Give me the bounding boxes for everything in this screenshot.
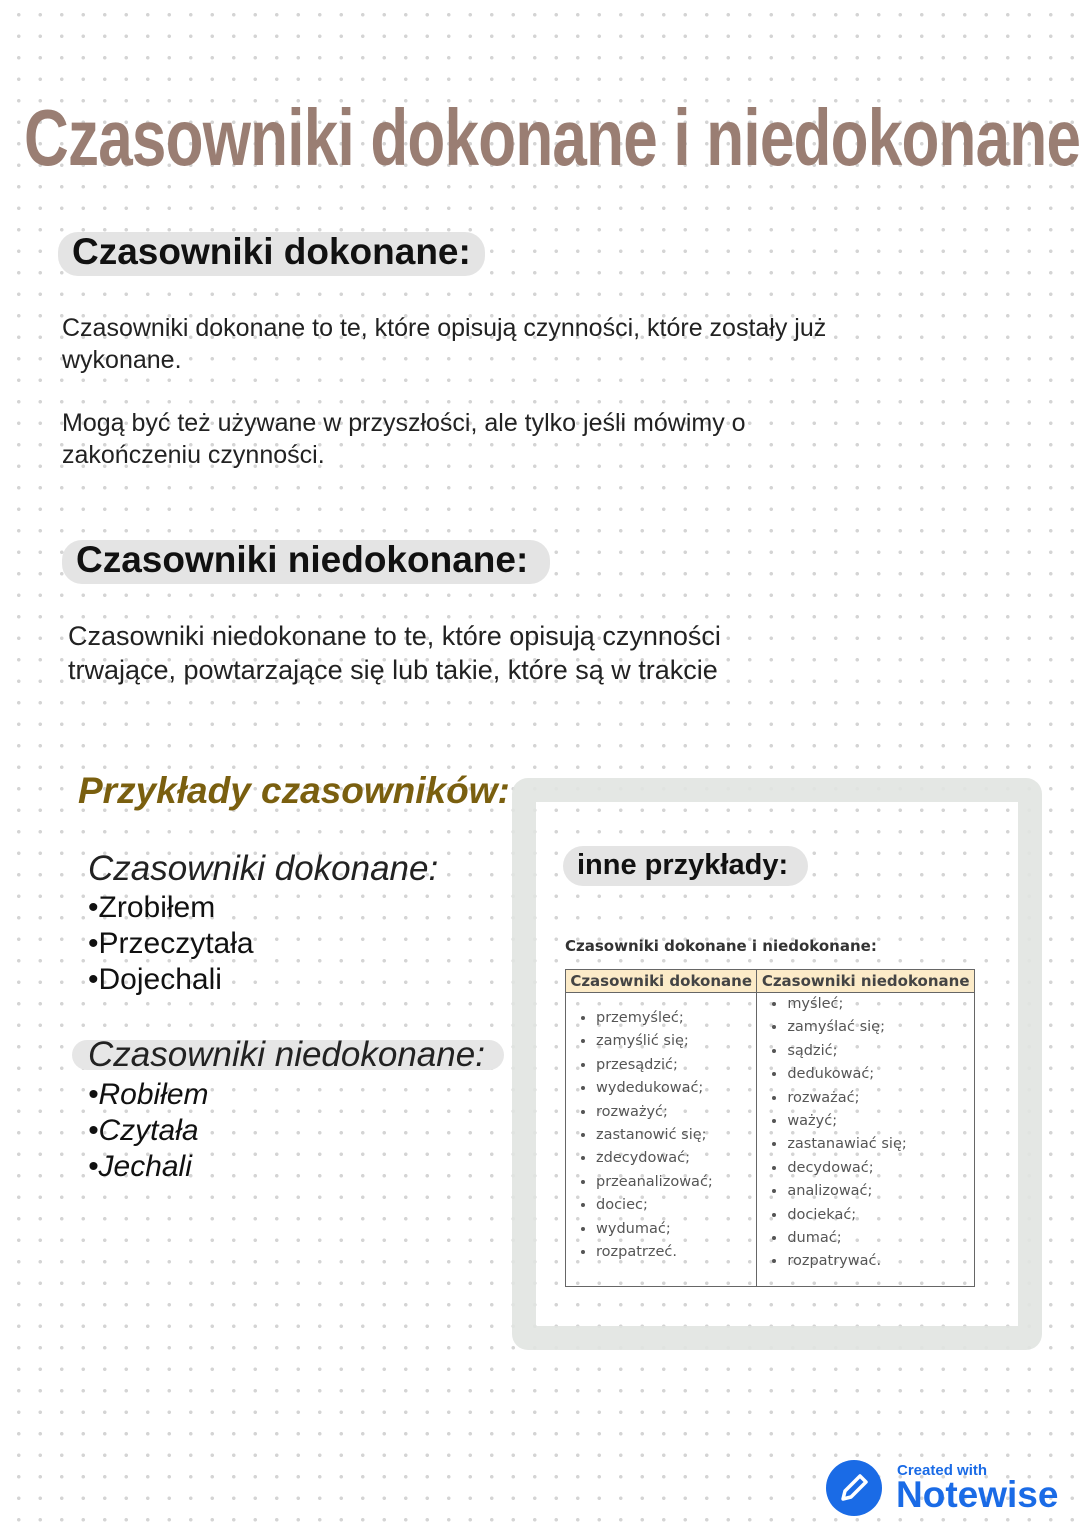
examples-perfective-list xyxy=(88,890,254,998)
table-list-item: • przeanalizować; xyxy=(596,1171,750,1194)
examples-imperfective-label: Czasowniki niedokonane: xyxy=(88,1035,485,1074)
brand-notewise: Notewise xyxy=(896,1474,1059,1515)
list-item: •Czytała xyxy=(88,1114,199,1147)
table-list-item: • wydedukować; xyxy=(596,1077,750,1100)
list-item: •Robiłem xyxy=(88,1078,209,1111)
table-list-item: • decydować; xyxy=(787,1157,968,1180)
table-list-item: • zamyślać się; xyxy=(787,1016,968,1039)
table-list-item: • zamyślić się; xyxy=(596,1030,750,1053)
table-list-item: • zdecydować; xyxy=(596,1147,750,1170)
table-list-item: • dedukować; xyxy=(787,1063,968,1086)
table-list-item: • sądzić; xyxy=(787,1040,968,1063)
table-list-item: • ważyć; xyxy=(787,1110,968,1133)
table-list-item: • myśleć; xyxy=(787,993,968,1016)
page-title: Czasowniki dokonane i niedokonane xyxy=(24,93,1080,182)
table-title: Czasowniki dokonane i niedokonane: xyxy=(565,937,877,955)
table-list-item: • rozważać; xyxy=(787,1087,968,1110)
heading-imperfective: Czasowniki niedokonane: xyxy=(62,540,550,584)
table-list-item: • wydumać; xyxy=(596,1218,750,1241)
table-list-item: • przemyśleć; xyxy=(596,1007,750,1030)
perfective-paragraph-2: Mogą być też używane w przyszłości, ale tylko jeśli mówimy o zakończeniu czynności. xyxy=(62,409,746,469)
table-list-item: • analizować; xyxy=(787,1180,968,1203)
verbs-table xyxy=(565,969,975,1287)
other-examples-heading: inne przykłady: xyxy=(563,846,808,886)
perfective-list xyxy=(596,1007,750,1264)
table-list-item: • rozpatrywać. xyxy=(787,1250,968,1273)
heading-perfective: Czasowniki dokonane: xyxy=(58,232,485,276)
list-item: •Zrobiłem xyxy=(88,891,216,924)
table-list-item: • rozpatrzeć. xyxy=(596,1241,750,1264)
table-list-item: • przesądzić; xyxy=(596,1054,750,1077)
examples-imperfective-list xyxy=(88,1077,209,1185)
list-item: •Jechali xyxy=(88,1150,192,1183)
table-list-item: • zastanowić się; xyxy=(596,1124,750,1147)
column-header: Czasowniki niedokonane xyxy=(757,970,975,993)
imperfective-paragraph: Czasowniki niedokonane to te, które opisują czynności trwające, powtarzające się lub takie, które są w trakcie xyxy=(68,621,721,685)
table-list-item: • dumać; xyxy=(787,1227,968,1250)
imperfective-list xyxy=(787,993,968,1274)
perfective-paragraph-1: Czasowniki dokonane to te, które opisują czynności, które zostały już wykonane. xyxy=(62,314,827,374)
table-list-item: • dociekać; xyxy=(787,1204,968,1227)
list-item: •Przeczytała xyxy=(88,927,254,960)
table-list-item: • zastanawiać się; xyxy=(787,1133,968,1156)
column-header: Czasowniki dokonane xyxy=(566,970,757,993)
examples-heading: Przykłady czasowników: xyxy=(78,770,510,811)
brand-created-with: Created with xyxy=(897,1462,988,1479)
table-list-item: • rozważyć; xyxy=(596,1101,750,1124)
notewise-pencil-icon xyxy=(826,1460,882,1516)
table-list-item: • dociec; xyxy=(596,1194,750,1217)
examples-perfective-label: Czasowniki dokonane: xyxy=(88,849,439,888)
list-item: •Dojechali xyxy=(88,963,222,996)
